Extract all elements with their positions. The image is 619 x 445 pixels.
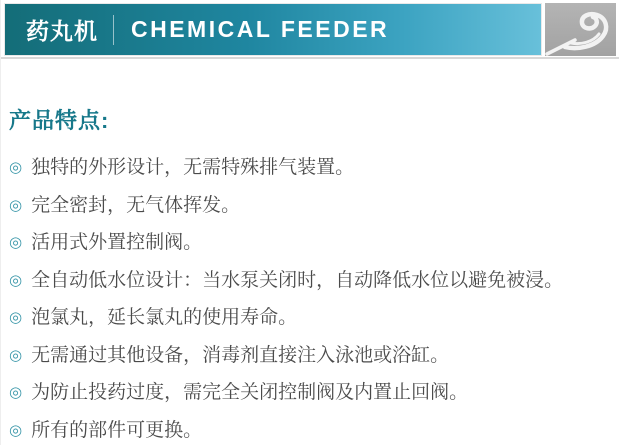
feature-item <box>9 157 613 178</box>
bullet-icon: ◎ <box>9 159 23 176</box>
bullet-icon: ◎ <box>9 234 23 251</box>
header-title-bar <box>4 3 542 56</box>
feature-text: 独特的外形设计，无需特殊排气装置。 <box>31 157 355 178</box>
feature-item <box>9 270 613 291</box>
feature-text: 为防止投药过度，需完全关闭控制阀及内置止回阀。 <box>31 382 469 403</box>
feature-text: 所有的部件可更换。 <box>31 419 203 441</box>
feature-item <box>9 382 613 403</box>
bullet-icon: ◎ <box>9 309 23 326</box>
feature-item <box>9 195 613 216</box>
feature-text: 全自动低水位设计：当水泵关闭时，自动降低水位以避免被浸。 <box>31 269 564 291</box>
feature-item <box>9 232 613 253</box>
header-divider <box>113 15 114 45</box>
bullet-icon: ◎ <box>9 346 23 364</box>
product-name-english: CHEMICAL FEEDER <box>131 16 390 42</box>
feature-item <box>9 345 613 366</box>
page-header <box>1 0 619 59</box>
feature-text: 活用式外置控制阀。 <box>31 232 203 253</box>
bullet-icon: ◎ <box>9 421 23 439</box>
product-name-chinese: 药丸机 <box>26 18 98 44</box>
content-area <box>1 59 619 441</box>
bullet-icon: ◎ <box>9 384 23 401</box>
feature-list <box>9 157 613 441</box>
section-title: 产品特点: <box>9 108 110 133</box>
feature-text: 泡氯丸，延长氯丸的使用寿命。 <box>31 307 298 328</box>
feature-text: 无需通过其他设备，消毒剂直接注入泳池或浴缸。 <box>31 344 450 366</box>
feature-item <box>9 307 613 328</box>
bullet-icon: ◎ <box>9 271 23 289</box>
feature-text: 完全密封，无气体挥发。 <box>31 194 241 216</box>
feature-item <box>9 420 613 441</box>
bullet-icon: ◎ <box>9 196 23 214</box>
shell-logo-icon <box>545 3 616 56</box>
brand-logo <box>545 3 616 56</box>
